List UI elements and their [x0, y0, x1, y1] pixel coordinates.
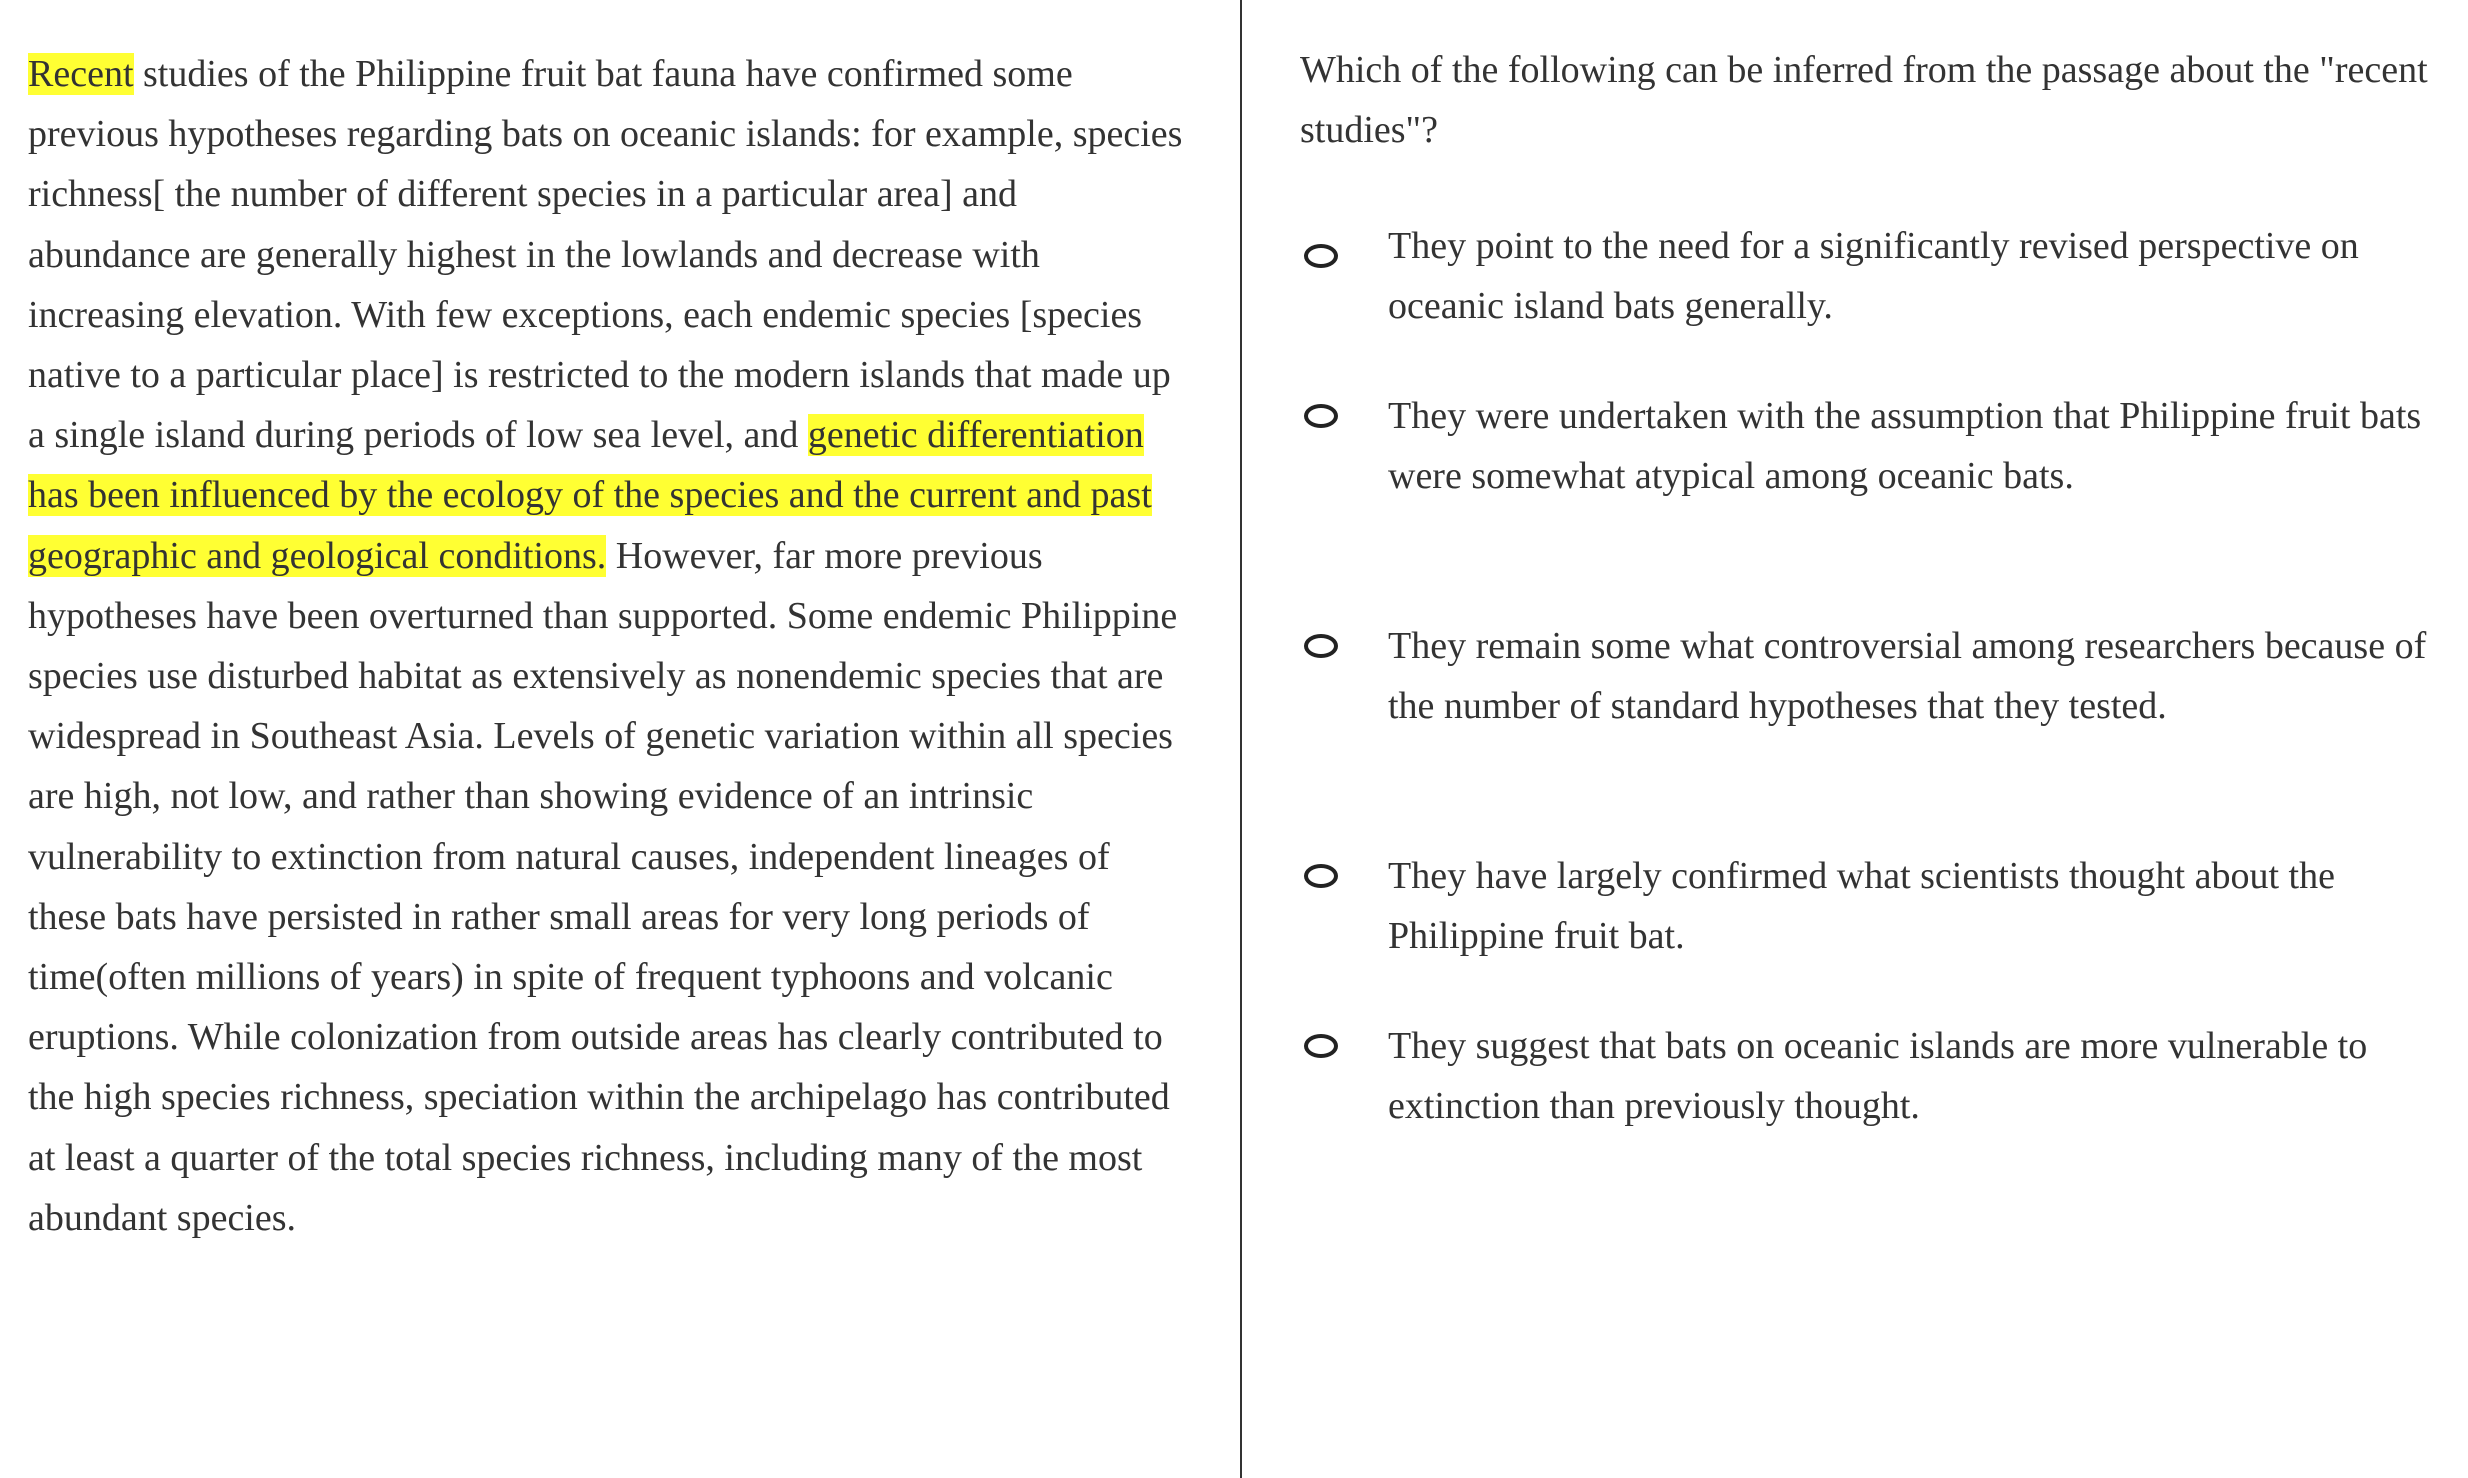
option-label: They suggest that bats on oceanic islands are more vulnerable to extinction than previously thought.: [1388, 1025, 2368, 1127]
radio-button-icon[interactable]: [1304, 404, 1338, 428]
radio-button-icon[interactable]: [1304, 244, 1338, 268]
question-text: Which of the following can be inferred from the passage about the "recent studies"?: [1300, 49, 2428, 151]
option-label: They were undertaken with the assumption that Philippine fruit bats were somewhat atypical among oceanic bats.: [1388, 395, 2422, 497]
option-label: They point to the need for a significantly revised perspective on oceanic island bats generally.: [1388, 225, 2359, 327]
radio-button-icon[interactable]: [1304, 864, 1338, 888]
radio-button-icon[interactable]: [1304, 634, 1338, 658]
passage-text-part-2: However, far more previous hypotheses have been overturned than supported. Some endemic Philippine species use disturbed habitat as extensively as nonendemic species that are widespread in Southeast Asia. Levels of genetic variation within all species are high, not low, and rather than showing evidence of an intrinsic vulnerability to extinction from natural causes, independent lineages of these bats have persisted in rather small areas for very long periods of time(often millions of years) in spite of frequent typhoons and volcanic eruptions. While colonization from outside areas has clearly contributed to the high species richness, speciation within the archipelago has contributed at least a quarter of the total species richness, including many of the most abundant species.: [28, 534, 1178, 1239]
pane-divider[interactable]: [1240, 0, 1242, 1478]
passage-text-part-1: studies of the Philippine fruit bat fauna have confirmed some previous hypotheses regarding bats on oceanic islands: for example, species richness[ the number of different species in a particular area] and abundance are generally highest in the lowlands and decrease with increasing elevation. With few exceptions, each endemic species [species native to a particular place] is restricted to the modern islands that made up a single island during periods of low sea level, and: [28, 53, 1183, 457]
passage-paragraph: [28, 44, 1183, 1248]
question-area: [1300, 40, 2450, 160]
highlighted-sentence: genetic differentiation has been influenced by the ecology of the species and the current and past geographic and geological conditions.: [28, 414, 1152, 577]
option-label: They have largely confirmed what scientists thought about the Philippine fruit bat.: [1388, 855, 2335, 957]
radio-button-icon[interactable]: [1304, 1034, 1338, 1058]
highlighted-word-recent: Recent: [28, 53, 134, 95]
option-label: They remain some what controversial among researchers because of the number of standard hypotheses that they tested.: [1388, 625, 2427, 727]
reading-passage: [28, 44, 1183, 1248]
